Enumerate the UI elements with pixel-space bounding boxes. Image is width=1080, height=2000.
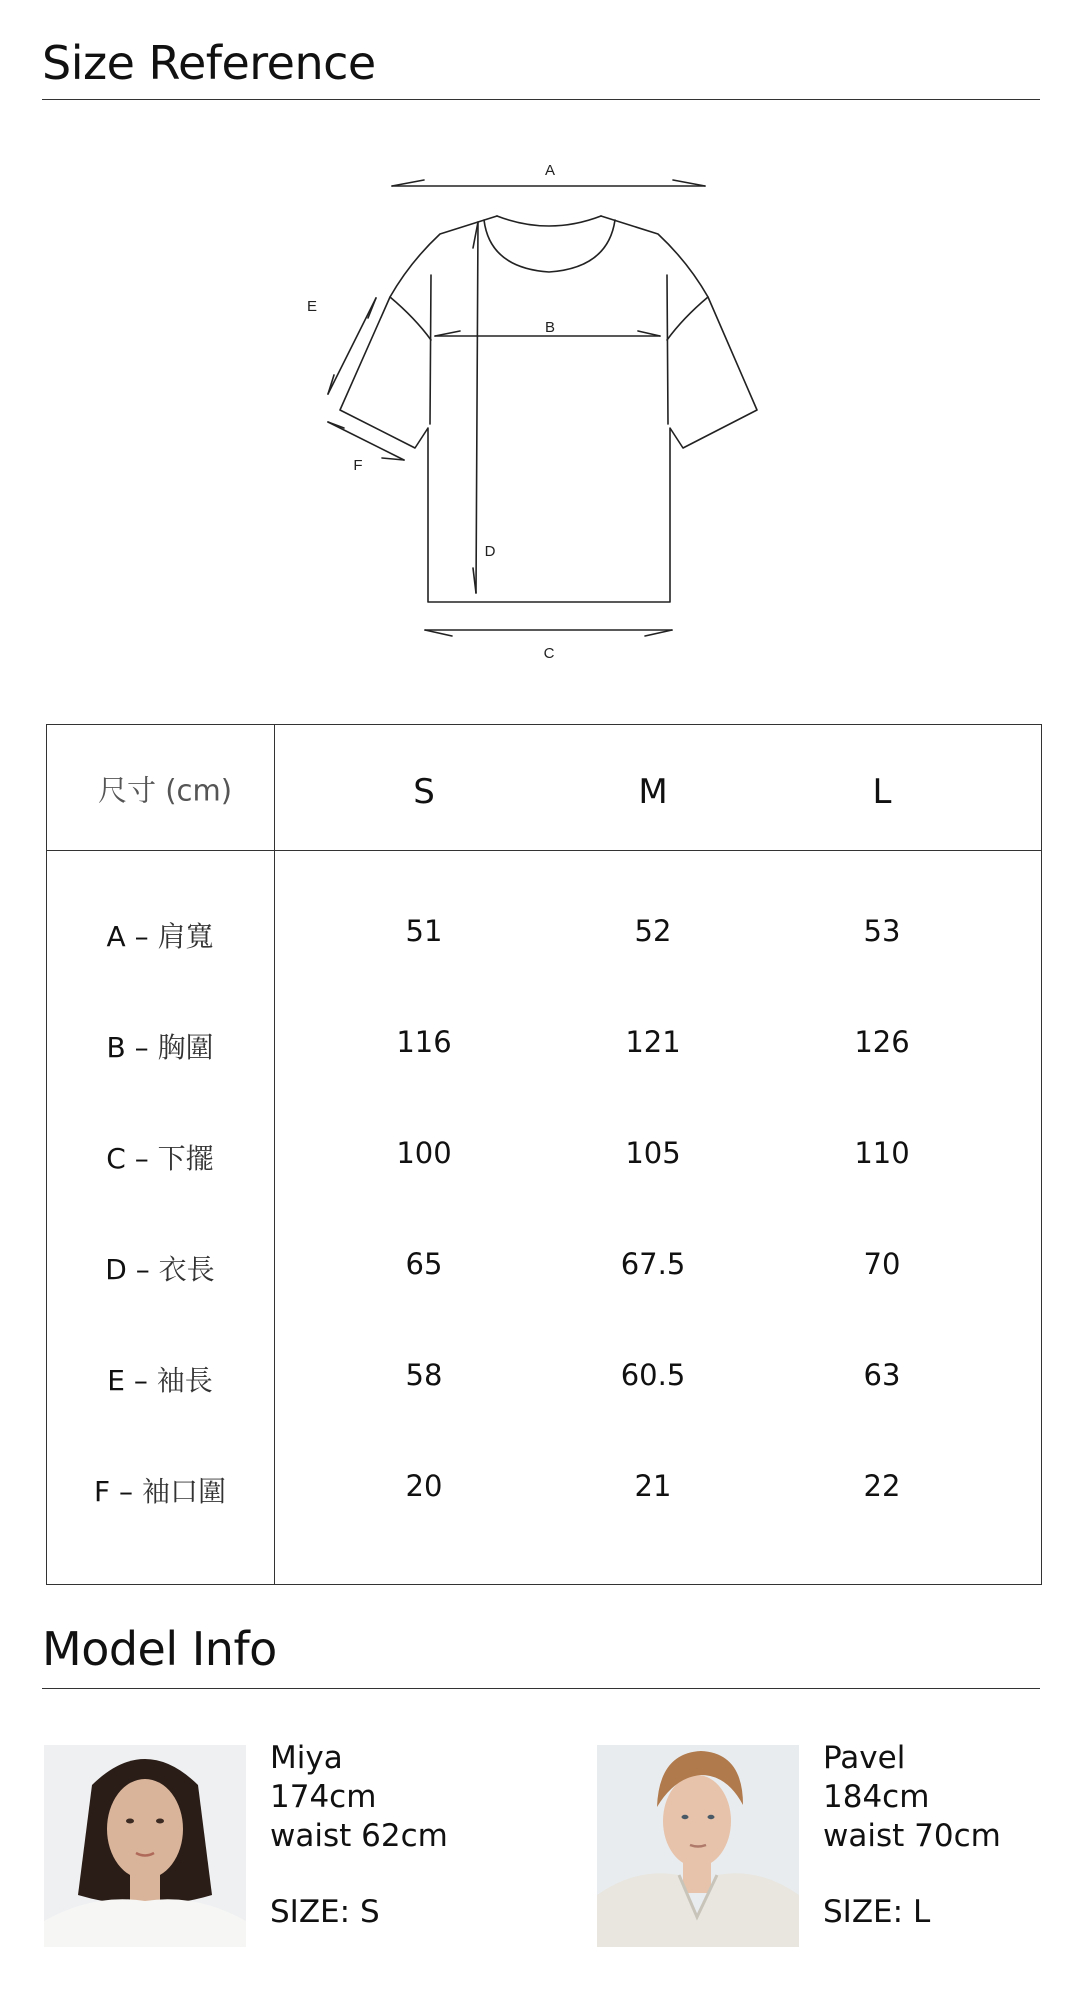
row-name: 袖長: [156, 1364, 213, 1397]
table-cell-c-s: 100: [396, 1136, 452, 1170]
face: [663, 1775, 731, 1867]
row-name: 胸圍: [157, 1031, 214, 1064]
model-card-pavel: [597, 1740, 1067, 1947]
measure-f-arrow-left: [328, 422, 344, 428]
model-info-divider: [42, 1688, 1040, 1689]
size-table: [46, 724, 1042, 1585]
model-waist: waist 62cm: [270, 1818, 448, 1854]
measure-d-label: D: [484, 543, 496, 560]
row-label-b: [106, 1026, 213, 1066]
measure-c-arrow-left: [425, 630, 452, 636]
table-cell-e-s: 58: [405, 1358, 443, 1392]
row-label-e: [107, 1359, 213, 1399]
model-info-title: Model Info: [42, 1622, 277, 1676]
row-dash: –: [125, 1031, 158, 1064]
table-cell-e-m: 60.5: [620, 1358, 686, 1392]
table-cell-a-m: 52: [634, 914, 672, 948]
row-code: A: [106, 920, 126, 953]
tshirt-collar-outer: [497, 216, 601, 226]
row-label-c: [106, 1137, 213, 1177]
size-header-s: S: [413, 772, 435, 812]
table-header-divider: [47, 850, 1041, 851]
measure-a-label: A: [544, 162, 556, 179]
model-photo-image: [44, 1745, 246, 1947]
measure-d-line: [476, 222, 478, 593]
table-column-divider: [274, 725, 275, 1584]
model-height: 174cm: [270, 1779, 377, 1815]
row-name: 下擺: [157, 1142, 214, 1175]
model-photo-image: [597, 1745, 799, 1947]
face: [107, 1779, 183, 1879]
row-label-f: [94, 1470, 226, 1510]
table-cell-d-m: 67.5: [620, 1247, 686, 1281]
tshirt-collar-inner: [484, 220, 615, 272]
row-code: E: [107, 1364, 125, 1397]
model-height: 184cm: [823, 1779, 930, 1815]
size-header-l: L: [872, 772, 892, 812]
model-name: Pavel: [823, 1740, 906, 1776]
measure-e-label: E: [306, 298, 318, 315]
row-label-a: [107, 915, 214, 955]
row-name: 衣長: [158, 1253, 215, 1286]
measure-a-arrow-right: [673, 180, 705, 186]
model-size: SIZE: S: [270, 1894, 380, 1930]
model-waist: waist 70cm: [823, 1818, 1001, 1854]
row-name: 袖口圍: [141, 1475, 226, 1508]
table-cell-c-l: 110: [854, 1136, 910, 1170]
table-cell-f-m: 21: [634, 1469, 672, 1503]
neck: [683, 1857, 711, 1893]
row-name: 肩寬: [157, 920, 214, 953]
row-dash: –: [125, 1142, 158, 1175]
row-dash: –: [126, 1253, 159, 1286]
table-cell-b-l: 126: [854, 1025, 910, 1059]
left-armhole-seam: [390, 297, 431, 340]
right-eye: [156, 1819, 164, 1824]
left-eye: [682, 1815, 689, 1819]
left-eye: [126, 1819, 134, 1824]
table-cell-b-s: 116: [396, 1025, 452, 1059]
model-photo: [44, 1745, 246, 1947]
row-code: F: [94, 1475, 111, 1508]
left-side-line: [430, 275, 431, 424]
row-code: B: [106, 1031, 126, 1064]
table-cell-e-l: 63: [863, 1358, 901, 1392]
row-dash: –: [124, 1364, 157, 1397]
model-info-text: [270, 1739, 448, 1932]
measure-f-line: [328, 422, 404, 460]
table-cell-a-s: 51: [405, 914, 443, 948]
row-dash: –: [110, 1475, 142, 1508]
table-cell-a-l: 53: [863, 914, 901, 948]
measure-c-arrow-right: [645, 630, 672, 636]
measure-e-arrow-top: [368, 298, 376, 318]
row-dash: –: [125, 920, 158, 953]
measure-b-label: B: [544, 319, 556, 336]
table-cell-d-l: 70: [863, 1247, 901, 1281]
model-size: SIZE: L: [823, 1894, 931, 1930]
size-reference-title: Size Reference: [42, 36, 376, 90]
neck: [130, 1869, 160, 1903]
table-cell-f-s: 20: [405, 1469, 443, 1503]
unit-label: 尺寸 (cm): [97, 773, 233, 808]
row-label-d: [105, 1248, 214, 1288]
model-name: Miya: [270, 1740, 343, 1776]
measure-f-label: F: [353, 457, 363, 474]
model-info-text: [823, 1739, 1001, 1932]
tshirt-diagram: [0, 0, 1080, 700]
measure-a-arrow-left: [392, 180, 424, 186]
tshirt-outline: [340, 216, 757, 602]
model-card-miya: [44, 1740, 524, 1947]
table-cell-c-m: 105: [625, 1136, 681, 1170]
right-eye: [708, 1815, 715, 1819]
measure-c-label: C: [543, 645, 555, 662]
table-cell-b-m: 121: [625, 1025, 681, 1059]
model-photo: [597, 1745, 799, 1947]
right-armhole-seam: [667, 297, 708, 340]
row-code: C: [106, 1142, 126, 1175]
table-cell-f-l: 22: [863, 1469, 901, 1503]
table-cell-d-s: 65: [405, 1247, 443, 1281]
right-side-line: [667, 275, 668, 424]
row-code: D: [105, 1253, 127, 1286]
size-header-m: M: [638, 772, 668, 812]
